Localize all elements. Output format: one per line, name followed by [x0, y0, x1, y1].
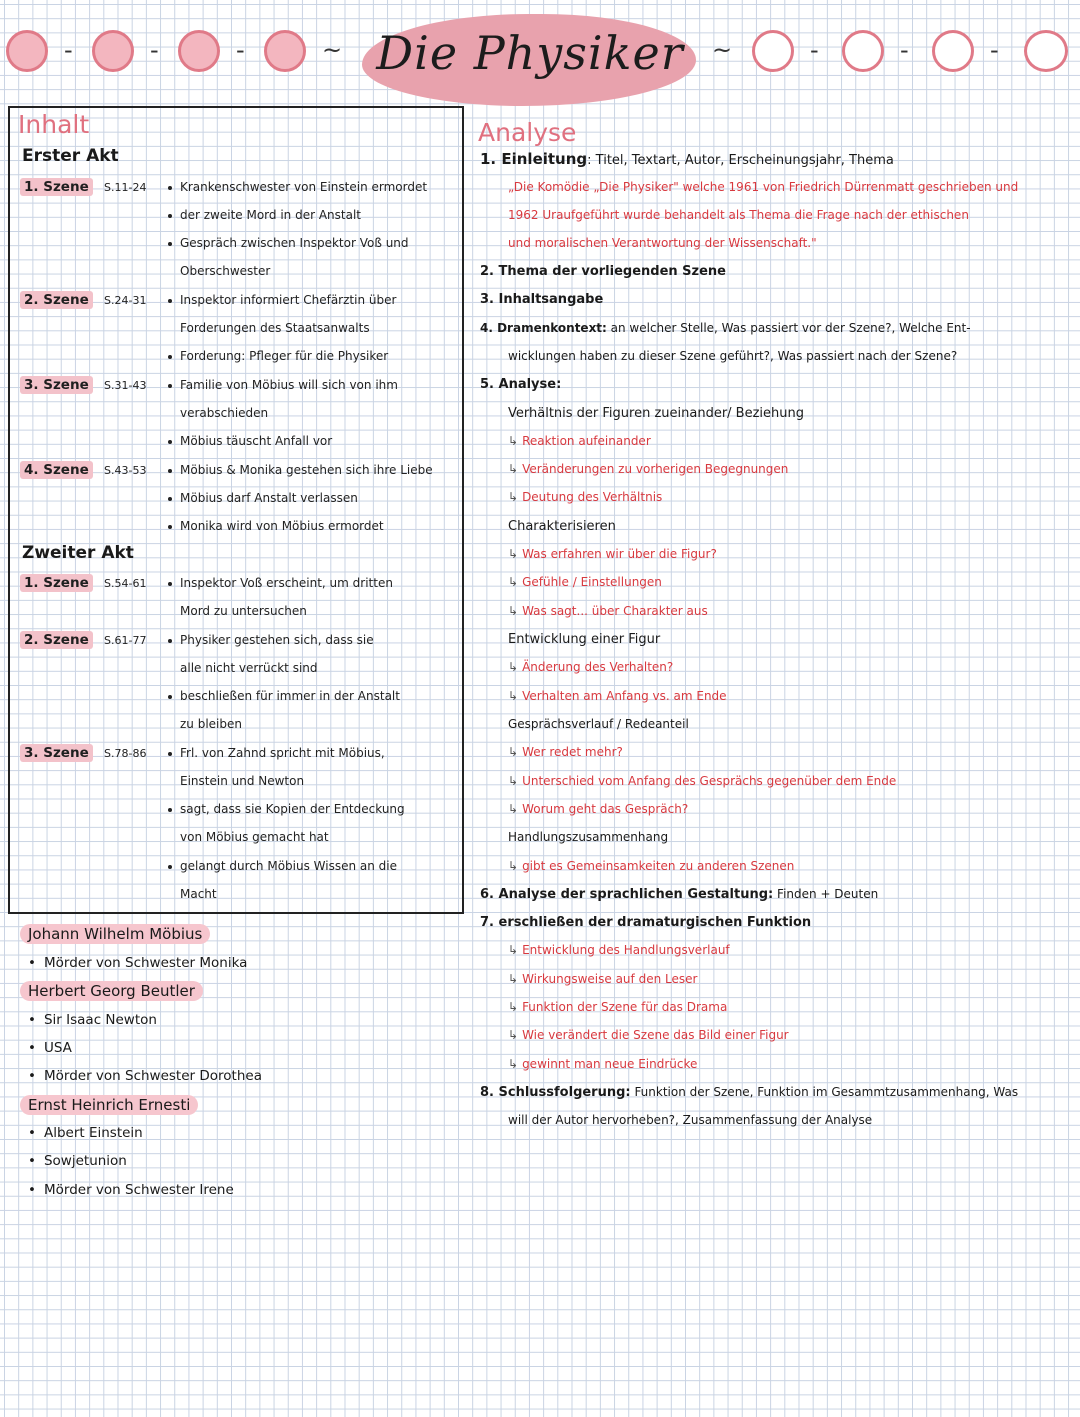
scene-line: Möbius & Monika gestehen sich ihre Liebe: [180, 463, 433, 477]
analyse-item: ↳ Reaktion aufeinander: [508, 434, 651, 448]
circle-decoration: [92, 30, 134, 72]
scene-line: Krankenschwester von Einstein ermordet: [180, 180, 428, 194]
quote-line: 1962 Uraufgeführt wurde behandelt als Thema die Frage nach der ethischen: [508, 208, 969, 222]
scene-line: verabschieden: [180, 406, 269, 420]
scene-line: Forderungen des Staatsanwalts: [180, 321, 370, 335]
analyse-item: ↳ Was erfahren wir über die Figur?: [508, 547, 717, 561]
analyse-item: ↳ Worum geht das Gespräch?: [508, 802, 689, 816]
analyse-item: ↳ Wer redet mehr?: [508, 745, 623, 759]
scene-label: 2. Szene: [20, 291, 93, 309]
analyse-subpoint: Entwicklung einer Figur: [508, 632, 661, 647]
point-text: Finden + Deuten: [773, 887, 879, 901]
analyse-text: will der Autor hervorheben?, Zusammenfassung der Analyse: [508, 1113, 873, 1127]
tilde-separator: ~: [712, 36, 733, 64]
scene-line: Möbius täuscht Anfall vor: [180, 434, 333, 448]
scene-pages: S.31-43: [104, 379, 147, 392]
circle-decoration: [178, 30, 220, 72]
point-text: : Titel, Textart, Autor, Erscheinungsjahr, Thema: [587, 153, 894, 168]
analyse-point: [480, 150, 894, 168]
bullet-dot: [168, 186, 172, 190]
scene-label: 4. Szene: [20, 461, 93, 479]
scene-line: Inspektor Voß erscheint, um dritten: [180, 576, 393, 590]
analyse-point: 5. Analyse:: [480, 377, 562, 392]
analyse-heading: Analyse: [478, 118, 577, 147]
analyse-item: ↳ Unterschied vom Anfang des Gesprächs gegenüber dem Ende: [508, 774, 897, 788]
akt1-title: Erster Akt: [22, 146, 119, 166]
dash-separator: -: [236, 36, 245, 64]
scene-line: der zweite Mord in der Anstalt: [180, 208, 361, 222]
scene-line: Familie von Möbius will sich von ihm: [180, 378, 398, 392]
akt2-title: Zweiter Akt: [22, 543, 134, 563]
scene-label: 1. Szene: [20, 178, 93, 196]
analyse-item: ↳ Funktion der Szene für das Drama: [508, 1000, 728, 1014]
character-name: Ernst Heinrich Ernesti: [20, 1095, 198, 1115]
scene-line: Physiker gestehen sich, dass sie: [180, 633, 374, 647]
bullet-dot: [168, 440, 172, 444]
scene-pages: S.24-31: [104, 294, 147, 307]
circle-decoration: [1024, 30, 1068, 72]
character-detail: • Mörder von Schwester Irene: [28, 1182, 234, 1198]
point-text: an welcher Stelle, Was passiert vor der Szene?, Welche Ent-: [606, 321, 971, 335]
scene-line: Oberschwester: [180, 264, 271, 278]
analyse-point: [480, 321, 971, 335]
bullet-dot: [168, 214, 172, 218]
scene-pages: S.11-24: [104, 181, 147, 194]
character-detail: • Albert Einstein: [28, 1125, 143, 1141]
scene-label: 1. Szene: [20, 574, 93, 592]
analyse-point: 3. Inhaltsangabe: [480, 292, 604, 307]
scene-pages: S.43-53: [104, 464, 147, 477]
scene-line: sagt, dass sie Kopien der Entdeckung: [180, 802, 405, 816]
bullet-dot: [168, 865, 172, 869]
bullet-dot: [168, 695, 172, 699]
analyse-item: ↳ gibt es Gemeinsamkeiten zu anderen Szenen: [508, 859, 795, 873]
point-text: Funktion der Szene, Funktion im Gesammtzusammenhang, Was: [630, 1085, 1019, 1099]
point-label: 4. Dramenkontext:: [480, 321, 607, 335]
dash-separator: -: [150, 36, 159, 64]
analyse-point: [480, 887, 878, 902]
tilde-separator: ~: [322, 36, 343, 64]
analyse-item: ↳ Deutung des Verhältnis: [508, 490, 663, 504]
analyse-subpoint: Verhältnis der Figuren zueinander/ Beziehung: [508, 406, 805, 421]
scene-line: Möbius darf Anstalt verlassen: [180, 491, 358, 505]
bullet-dot: [168, 582, 172, 586]
analyse-point: 7. erschließen der dramaturgischen Funktion: [480, 915, 812, 930]
circle-decoration: [842, 30, 884, 72]
analyse-item: ↳ Wie verändert die Szene das Bild einer Figur: [508, 1028, 789, 1042]
character-detail: • Sir Isaac Newton: [28, 1012, 157, 1028]
scene-label: 2. Szene: [20, 631, 93, 649]
scene-label: 3. Szene: [20, 376, 93, 394]
scene-line: Frl. von Zahnd spricht mit Möbius,: [180, 746, 385, 760]
character-detail: • Sowjetunion: [28, 1153, 127, 1169]
analyse-item: ↳ Wirkungsweise auf den Leser: [508, 972, 698, 986]
bullet-dot: [168, 808, 172, 812]
scene-line: beschließen für immer in der Anstalt: [180, 689, 400, 703]
analyse-item: ↳ Änderung des Verhalten?: [508, 660, 674, 674]
bullet-dot: [168, 355, 172, 359]
analyse-item: ↳ Gefühle / Einstellungen: [508, 575, 662, 589]
character-detail: • Mörder von Schwester Dorothea: [28, 1068, 262, 1084]
scene-pages: S.61-77: [104, 634, 147, 647]
analyse-item: ↳ Verhalten am Anfang vs. am Ende: [508, 689, 727, 703]
inhalt-box: [8, 106, 464, 914]
scene-line: Inspektor informiert Chefärztin über: [180, 293, 397, 307]
bullet-dot: [168, 639, 172, 643]
scene-line: Monika wird von Möbius ermordet: [180, 519, 384, 533]
character-name: Herbert Georg Beutler: [20, 981, 203, 1001]
bullet-dot: [168, 384, 172, 388]
inhalt-heading: Inhalt: [18, 110, 90, 139]
analyse-subpoint: Charakterisieren: [508, 519, 616, 534]
circle-decoration: [932, 30, 974, 72]
quote-line: „Die Komödie „Die Physiker" welche 1961 von Friedrich Dürrenmatt geschrieben und: [508, 180, 1019, 194]
analyse-subpoint: Handlungszusammenhang: [508, 830, 669, 844]
character-name: Johann Wilhelm Möbius: [20, 924, 210, 944]
analyse-item: ↳ Entwicklung des Handlungsverlauf: [508, 943, 730, 957]
dash-separator: -: [990, 36, 999, 64]
page-title: Die Physiker: [376, 26, 684, 80]
dash-separator: -: [900, 36, 909, 64]
analyse-item: ↳ Was sagt... über Charakter aus: [508, 604, 708, 618]
scene-line: gelangt durch Möbius Wissen an die: [180, 859, 398, 873]
bullet-dot: [168, 497, 172, 501]
circle-decoration: [752, 30, 794, 72]
circle-decoration: [264, 30, 306, 72]
bullet-dot: [168, 469, 172, 473]
bullet-dot: [168, 299, 172, 303]
circle-decoration: [6, 30, 48, 72]
point-label: 1. Einleitung: [480, 150, 588, 168]
scene-line: Forderung: Pfleger für die Physiker: [180, 349, 389, 363]
point-label: 8. Schlussfolgerung:: [480, 1085, 631, 1100]
bullet-dot: [168, 525, 172, 529]
point-label: 6. Analyse der sprachlichen Gestaltung:: [480, 887, 774, 902]
analyse-point: 2. Thema der vorliegenden Szene: [480, 264, 726, 279]
scene-pages: S.78-86: [104, 747, 147, 760]
analyse-point: [480, 1085, 1018, 1100]
character-detail: • Mörder von Schwester Monika: [28, 955, 247, 971]
analyse-item: ↳ Veränderungen zu vorherigen Begegnungen: [508, 462, 789, 476]
scene-line: zu bleiben: [180, 717, 242, 731]
dash-separator: -: [810, 36, 819, 64]
scene-pages: S.54-61: [104, 577, 147, 590]
scene-label: 3. Szene: [20, 744, 93, 762]
scene-line: Einstein und Newton: [180, 774, 305, 788]
analyse-item: ↳ gewinnt man neue Eindrücke: [508, 1057, 698, 1071]
analyse-subpoint: Gesprächsverlauf / Redeanteil: [508, 717, 689, 731]
dash-separator: -: [64, 36, 73, 64]
analyse-text: wicklungen haben zu dieser Szene geführt?, Was passiert nach der Szene?: [508, 349, 958, 363]
bullet-dot: [168, 242, 172, 246]
bullet-dot: [168, 752, 172, 756]
character-detail: • USA: [28, 1040, 72, 1056]
scene-line: alle nicht verrückt sind: [180, 661, 318, 675]
quote-line: und moralischen Verantwortung der Wissenschaft.": [508, 236, 817, 250]
scene-line: Gespräch zwischen Inspektor Voß und: [180, 236, 409, 250]
scene-line: Macht: [180, 887, 217, 901]
scene-line: von Möbius gemacht hat: [180, 830, 329, 844]
scene-line: Mord zu untersuchen: [180, 604, 307, 618]
